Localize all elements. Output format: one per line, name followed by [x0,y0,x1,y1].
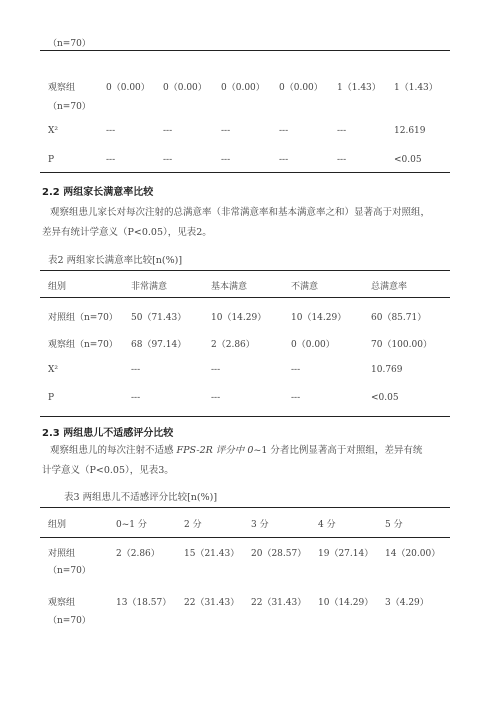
table-cell: 14（20.00） [385,549,441,559]
table-cell: 10（14.29） [291,313,347,323]
table-cell: --- [221,126,231,136]
table1-bottom-rule [40,172,450,173]
column-header: 3 分 [251,520,269,530]
row-label: P [48,155,55,165]
table-cell: 60（85.71） [371,313,427,323]
column-header: 总满意率 [371,282,408,292]
paragraph-text: ~1 分者比例显著高于对照组，差异有统 [253,445,423,456]
table-cell: 2（2.86） [116,549,160,559]
table2-header-rule [40,297,450,298]
table-cell: 0（0.00） [163,83,207,93]
table-cell: --- [279,155,289,165]
table2-bottom-rule [40,416,450,417]
table-cell: --- [163,155,173,165]
table-cell: 10（14.29） [318,598,374,608]
table-cell: 15（21.43） [184,549,240,559]
row-label: P [48,393,55,403]
table-cell: 0（0.00） [279,83,323,93]
table-cell: 3（4.29） [385,598,429,608]
row-label-sub: （n=70） [48,102,91,112]
table-cell: --- [106,155,116,165]
row-label: 对照组（n=70） [48,313,118,323]
table-cell: --- [279,126,289,136]
table3-header-rule [40,537,450,538]
table2-top-rule [40,270,450,271]
table-cell: 20（28.57） [251,549,307,559]
table-cell: 50（71.43） [131,313,187,323]
table1-continued-label: （n=70） [48,39,91,49]
table-cell: --- [163,126,173,136]
table-cell: 0（0.00） [291,340,335,350]
paragraph-line: 差异有统计学意义（P<0.05），见表2。 [42,227,212,238]
column-header: 4 分 [318,520,336,530]
column-header: 基本满意 [211,282,248,292]
column-header: 组别 [48,282,67,292]
paragraph-line: 观察组患儿家长对每次注射的总满意率（非常满意率和基本满意率之和）显著高于对照组， [50,207,431,218]
row-label: 观察组 [48,83,76,93]
section-heading-2-3: 2.3 两组患儿不适感评分比较 [42,428,174,439]
table-cell: 0（0.00） [221,83,265,93]
table-cell: 10.769 [371,365,403,375]
table-cell: --- [337,155,347,165]
table-cell: --- [131,393,141,403]
paragraph-line [50,440,422,462]
column-header: 2 分 [184,520,202,530]
table2-caption: 表2 两组家长满意率比较[n(%)] [48,255,183,266]
row-label: 观察组 [48,598,76,608]
table-cell: --- [221,155,231,165]
paragraph-line: 计学意义（P<0.05），见表3。 [42,465,174,476]
table-cell: --- [211,365,221,375]
table1-rule [40,50,450,51]
table-cell: 12.619 [394,126,426,136]
table-cell: --- [291,393,301,403]
table-cell: 0（0.00） [106,83,150,93]
row-label: 对照组 [48,549,76,559]
table-cell: --- [337,126,347,136]
table-cell: 19（27.14） [318,549,374,559]
column-header: 5 分 [385,520,403,530]
table-cell: 22（31.43） [251,598,307,608]
row-label: X² [48,365,59,375]
table-cell: 22（31.43） [184,598,240,608]
column-header: 组别 [48,520,67,530]
table-cell: 70（100.00） [371,340,432,350]
row-label: 观察组（n=70） [48,340,118,350]
table-cell: --- [211,393,221,403]
section-heading-2-2: 2.2 两组家长满意率比较 [42,187,154,198]
column-header: 非常满意 [131,282,168,292]
table3-top-rule [40,507,450,508]
paragraph-text: 观察组患儿的每次注射不适感 [50,445,177,456]
table-cell: --- [106,126,116,136]
table-cell: 1（1.43） [337,83,381,93]
table-cell: 2（2.86） [211,340,255,350]
row-label-sub: （n=70） [48,566,91,576]
table-cell: <0.05 [394,155,422,165]
table-cell: <0.05 [371,393,399,403]
table-cell: --- [291,365,301,375]
table-cell: 1（1.43） [394,83,438,93]
table-cell: 13（18.57） [116,598,172,608]
column-header: 不满意 [291,282,319,292]
paragraph-text-italic: FPS-2R 评分中 0 [176,445,254,456]
row-label: X² [48,126,59,136]
column-header: 0~1 分 [116,520,147,530]
table3-caption: 表3 两组患儿不适感评分比较[n(%)] [64,492,218,503]
table-cell: 10（14.29） [211,313,267,323]
table-cell: 68（97.14） [131,340,187,350]
row-label-sub: （n=70） [48,616,91,626]
table-cell: --- [131,365,141,375]
